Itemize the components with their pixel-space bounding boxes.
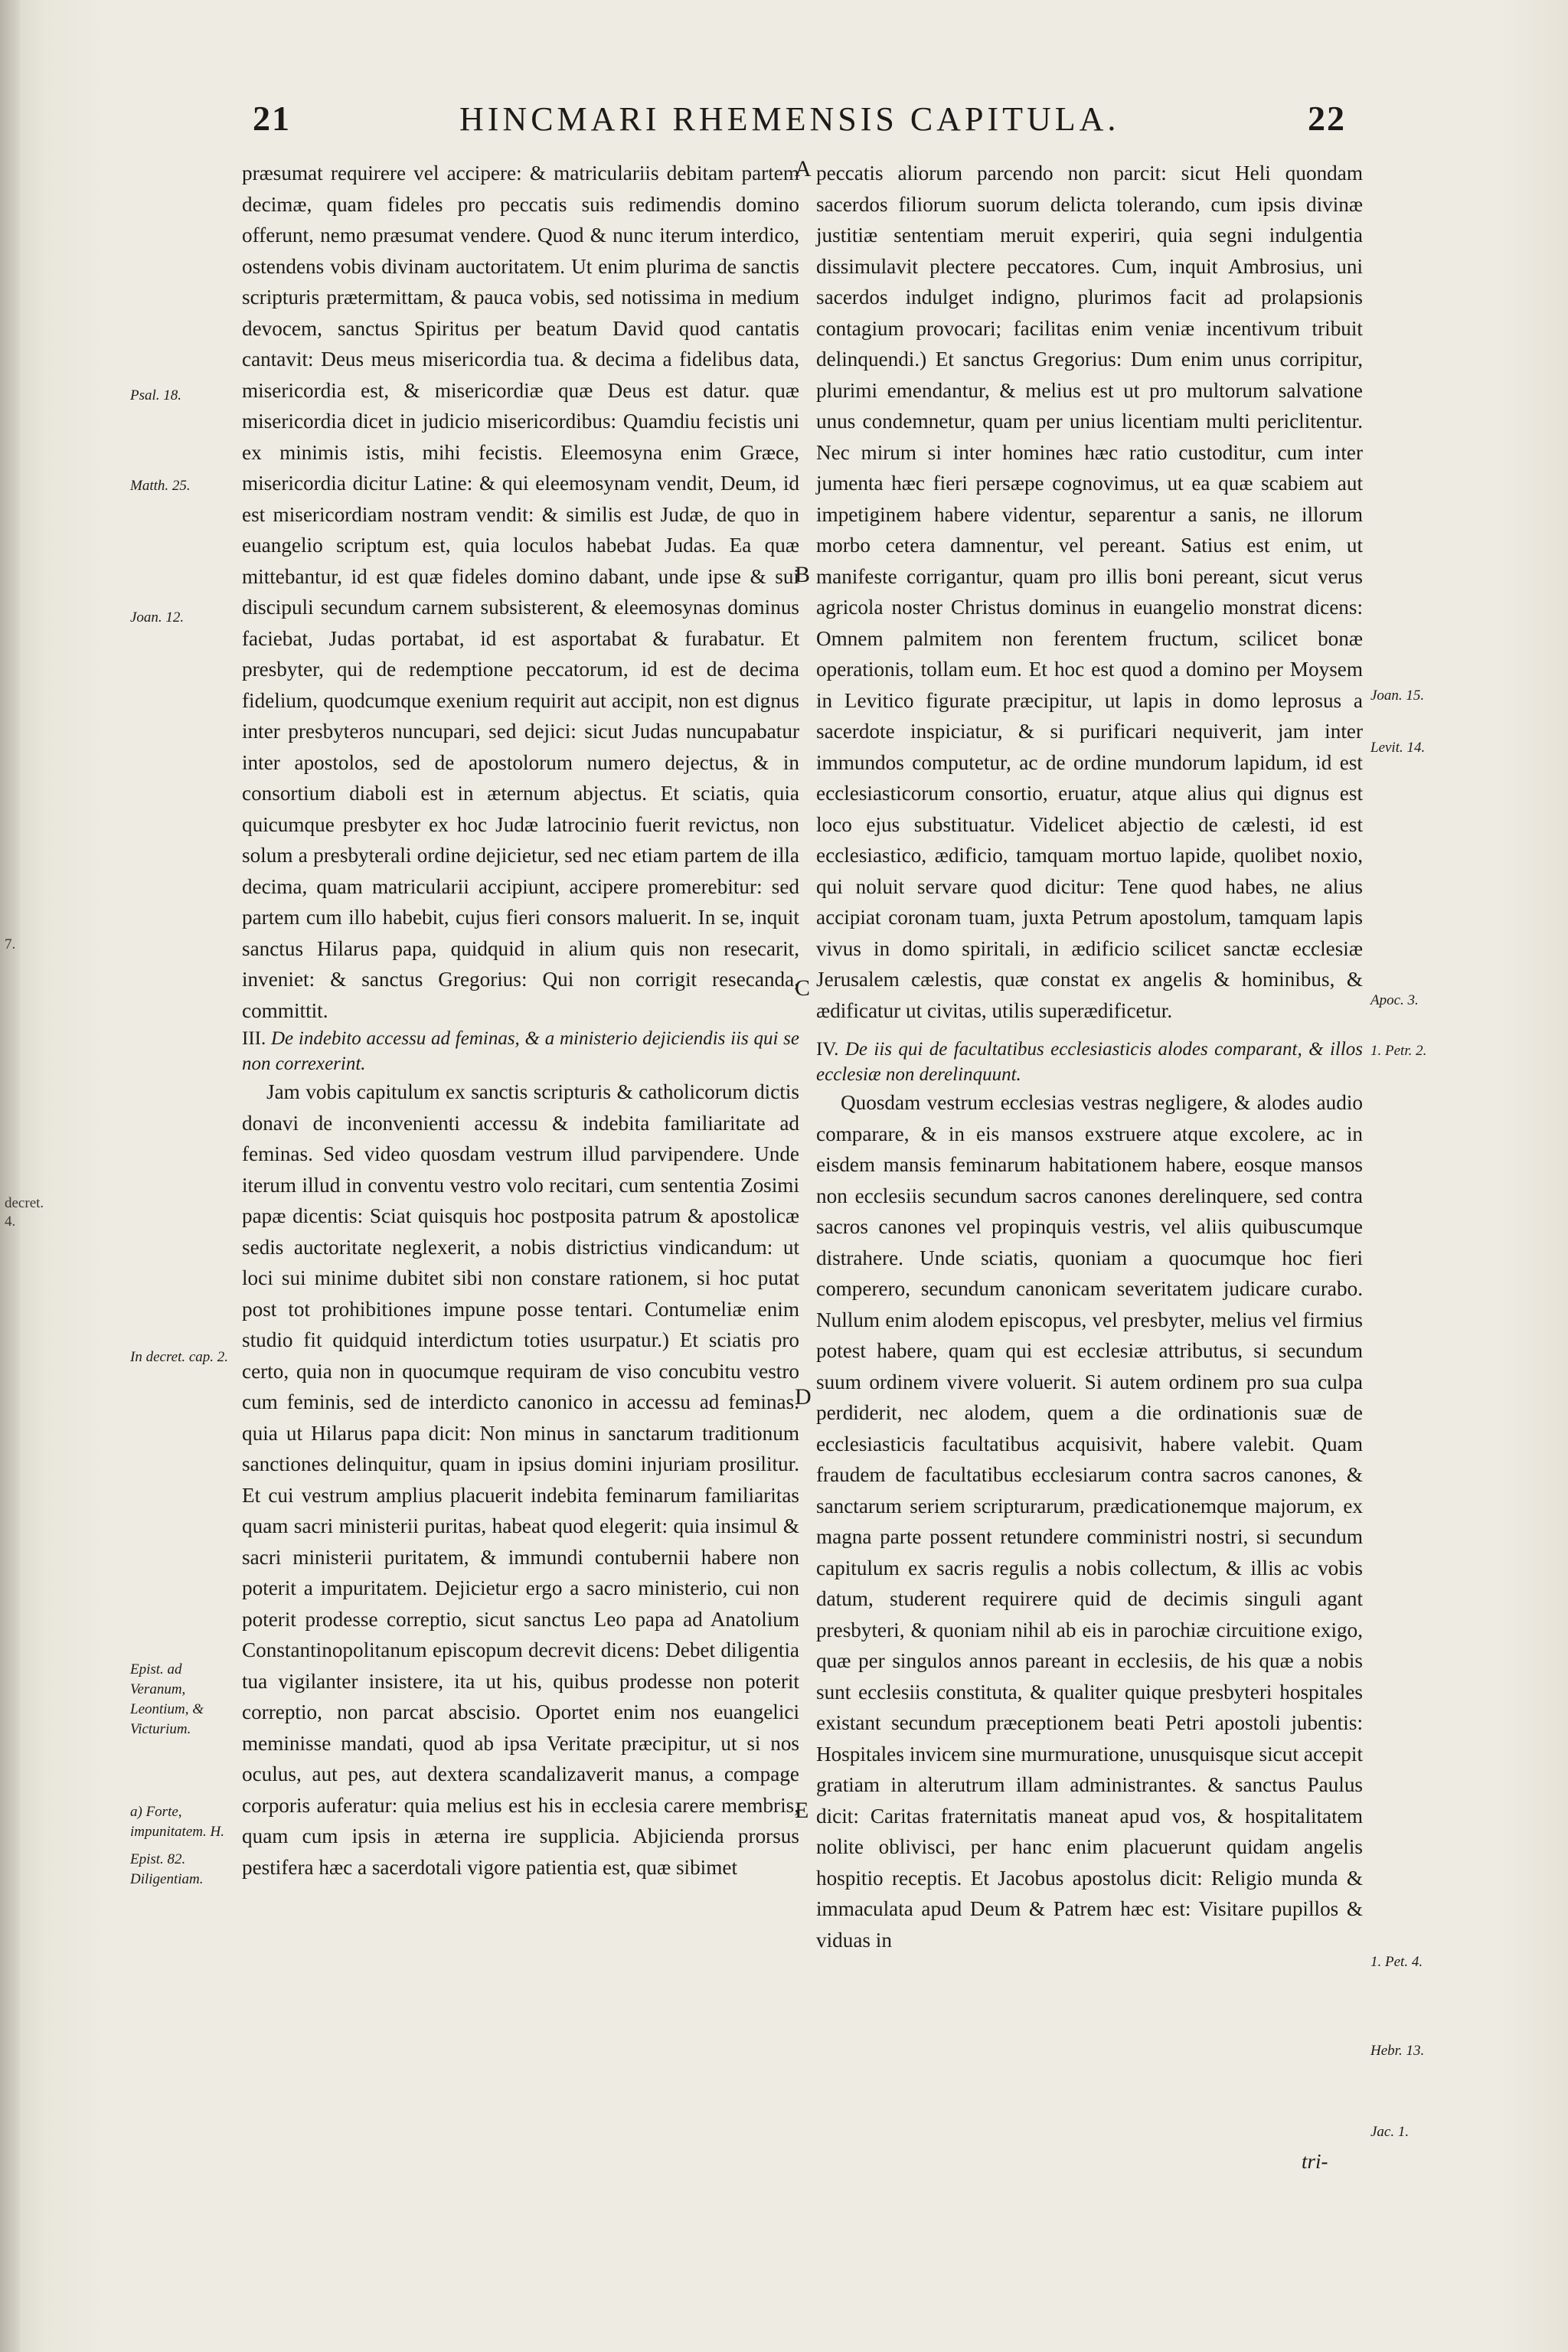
- section-letter: D: [795, 1384, 812, 1410]
- folio-right: 22: [1308, 99, 1346, 138]
- margin-note: a) Forte, impunitatem. H.: [130, 1804, 224, 1840]
- page-gutter: [0, 0, 20, 2352]
- margin-note: Hebr. 13.: [1370, 2043, 1425, 2059]
- catchword: tri-: [1302, 2150, 1328, 2173]
- section-letter: A: [795, 156, 812, 181]
- margin-note: Epist. 82. Diligentiam.: [130, 1851, 204, 1887]
- margin-note: Matth. 25.: [130, 478, 191, 494]
- running-header: [0, 98, 1568, 152]
- margin-note: Levit. 14.: [1370, 740, 1426, 756]
- left-column: [242, 158, 799, 1883]
- margin-note: Apoc. 3.: [1370, 992, 1419, 1008]
- right-paragraph-2: Quosdam vestrum ecclesias vestras negligere, & alodes audio comparare, & in eis mansos exstruere atque excolere, ac in eisdem mansis feminarum habitationem habere, eosque mansos non ecclesiis secundum sacros canones derelinquere, sed contra sacros canones vel propinquis vestris, vel aliis quibuscumque distrahere. Unde sciatis, quoniam a quocumque hoc fieri comperero, secundum canonicam severitatem judicare curabo. Nullum enim alodem episcopus, vel presbyter, melius vel firmius potest habere, quam qui est ecclesiæ attributus, si secundum suum ordinem vivere voluerit. Si autem ordinem pro sua culpa perdiderit, nec alodem, quem a die ordinationis suæ de ecclesiasticis facultatibus acquisivit, habere valebit. Quam fraudem de facultatibus ecclesiarum contra sacros canones, & sanctarum seriem scripturarum, prædicationemque majorum, ex magna parte possent retundere comministri nostri, si secundum capitulum ex sacris regulis a nobis collectum, & illis ac vobis datum, studerent requirere quid de decimis singuli agant presbyteri, & quoniam nihil ab eis in parochiæ circuitione exigo, quæ per singulos annos pareant in ecclesiis, de his quæ a nobis sunt ecclesiis constituta, & qualiter quique presbyteri hospitales existant secundum præceptionem beati Petri apostoli jubentis: Hospitales invicem sine murmuratione, unusquisque sicut accepit gratiam in alterutrum illam administrantes. & sanctus Paulus dicit: Caritas fraternitatis maneat apud vos, & hospitalitatem nolite oblivisci, per hanc enim placuerunt quidam angelis hospitio receptis. Et Jacobus apostolus dicit: Religio munda & immaculata apud Deum & Patrem hæc est: Visitare pupillos & viduas in: [816, 1091, 1363, 1952]
- section-letter: E: [795, 1798, 809, 1823]
- section-letter: B: [795, 562, 811, 587]
- margin-note: Psal. 18.: [130, 387, 182, 403]
- running-title: HINCMARI RHEMENSIS CAPITULA.: [459, 100, 1120, 138]
- chapter-title: De iis qui de facultatibus ecclesiasticis alodes comparant, & illos ecclesiæ non derelinquunt.: [816, 1039, 1364, 1085]
- margin-note: Joan. 15.: [1370, 688, 1425, 704]
- left-paragraph-1: præsumat requirere vel accipere: & matriculariis debitam partem decimæ, quam fideles pro peccatis suis redimendis domino offerunt, nemo præsumat vendere. Quod & nunc iterum interdico, ostendens vobis divinam auctoritatem. Ut enim plurima de sanctis scripturis prætermittam, & pauca vobis, sed notissima in medium devocem, sanctus Spiritus per beatum David quod cantatis cantavit: Deus meus misericordia tua. & decima a fidelibus data, misericordia est, & misericordiæ quæ Deus est datur. quæ misericordia dicet in judicio misericordibus: Quamdiu fecistis uni ex minimis istis, mihi fecistis. Eleemosyna enim Græce, misericordia dicitur Latine: & qui eleemosynam vendit, Deum, id est misericordiam nostram vendit: & similis est Judæ, de quo in euangelio scriptum est, quia loculos habebat Judas. Ea quæ mittebantur, id est quæ fideles domino dabant, unde ipse & sui discipuli secundum carnem subsisterent, & eleemosynas dominus faciebat, Judas portabat, id est asportabat & furabatur. Et presbyter, qui de redemptione peccatorum, id est de decima fidelium, quodcumque exenium requirit aut accipit, non est dignus inter presbyteros nuncupari, sed dejici: sicut Judas nuncupabatur inter apostolos, sed de apostolorum numero dejectus, & in consortium diaboli est in æternum abjectus. Et sciatis, quia quicumque presbyter ex hoc Judæ latrocinio fuerit revictus, non solum a presbyterali ordine dejicietur, sed nec etiam partem de illa decima, quam matricularii accipiunt, accipere promerebitur: sed partem cum illo habebit, cujus fieri consors maluerit. In se, inquit sanctus Hilarus papa, quidquid in alium quis non resecarit, inveniet: & sanctus Gregorius: Qui non corrigit resecanda, committit.: [242, 162, 799, 1022]
- margin-note: Jac. 1.: [1370, 2124, 1410, 2140]
- folio-left: 21: [253, 99, 291, 138]
- margin-note: 1. Pet. 4.: [1370, 1954, 1423, 1970]
- margin-note: In decret. cap. 2.: [130, 1349, 229, 1365]
- chapter-title: De indebito accessu ad feminas, & a ministerio dejiciendis iis qui se non correxerint.: [242, 1028, 800, 1074]
- chapter-heading-4: [816, 1037, 1363, 1087]
- margin-note: Epist. ad Veranum, Leontium, & Victurium.: [130, 1661, 204, 1737]
- section-letter: C: [795, 975, 811, 1001]
- chapter-number: IV.: [816, 1039, 839, 1060]
- facing-page-fragment: 7.: [5, 936, 16, 952]
- left-paragraph-2: Jam vobis capitulum ex sanctis scripturis & catholicorum dictis donavi de inconvenienti accessu & indebita familiaritate ad feminas. Sed video quosdam vestrum illud parvipendere. Unde iterum illud in conventu vestro volo recitari, cum sententia Zosimi papæ dicentis: Sciat quisquis hoc postposita patrum & apostolicæ sedis auctoritate neglexerit, a nobis districtius vindicandum: ut loci sui minime dubitet sibi non constare rationem, si hoc putat post tot prohibitiones impune posse tentari. Contumeliæ enim studio fit quidquid interdictum toties usurpatur.) Et sciatis pro certo, quia non in quocumque requiram de viso concubitu vestro cum feminis, sed de interdicto canonico in accessu ad feminas. quia ut Hilarus papa dicit: Non minus in sanctarum traditionum sanctiones delinquitur, quam in ipsius domini injuriam prosilitur. Et cui vestrum amplius placuerit indebita feminarum familiaritas quam sacri ministerii puritas, habeat quod elegerit: quia insimul & sacri ministerii puritatem, & immundi contubernii habere non poterit a impuritatem. Dejicietur ergo a sacro ministerio, cui non poterit prodesse correptio, sicut sanctus Leo papa ad Anatolium Constantinopolitanum episcopum decrevit dicens: Debet diligentia tua vigilanter insistere, ita ut his, quibus prodesse non poterit correptio, non parcat abscisio. Oportet enim nos euangelici meminisse mandati, quod ab ipsa Veritate præcipitur, ut si nos oculus, aut pes, aut dextera scandalizaverit manus, a compage corporis auferatur: quia melius est his in ecclesia carere membris, quam cum ipsis in æterna ire supplicia. Abjicienda prorsus pestifera hæc a sacerdotali vigore patientia est, quæ sibimet: [242, 1080, 799, 1879]
- chapter-number: III.: [242, 1028, 266, 1049]
- margin-note: 1. Petr. 2.: [1370, 1043, 1427, 1059]
- facing-page-fragment: decret. 4.: [5, 1195, 44, 1230]
- margin-note: Joan. 12.: [130, 609, 185, 626]
- right-column: [816, 158, 1363, 1955]
- chapter-heading-3: [242, 1026, 799, 1076]
- right-paragraph-1: peccatis aliorum parcendo non parcit: sicut Heli quondam sacerdos filiorum suorum delicta tolerando, cum ipsis divinæ justitiæ sententiam meruit experiri, quia segni indulgentia dissimulavit plectere peccatores. Cum, inquit Ambrosius, uni sacerdos indulget indigno, plurimos facit ad prolapsionis contagium provocari; facilitas enim veniæ incentivum tribuit delinquendi.) Et sanctus Gregorius: Dum enim unus corripitur, plurimi emendantur, & melius est ut pro multorum salvatione unus condemnetur, quam per unius licentiam multi periclitentur. Nec mirum si inter homines hæc ratio custoditur, cum inter jumenta hæc fieri persæpe cognovimus, ut ea quæ scabiem aut impetiginem habere videntur, separentur a sanis, ne illorum morbo cetera damnentur, vel pereant. Satius est enim, ut manifeste corrigantur, quam pro illis boni pereant, sicut verus agricola noster Christus dominus in euangelio monstrat dicens: Omnem palmitem non ferentem fructum, scilicet bonæ operationis, tollam eum. Et hoc est quod a domino per Moysem in Levitico figurate præcipitur, ut lapis in domo leprosus a sacerdote inspiciatur, & si purificari nequiverit, jam inter immundos computetur, ac de ordine mundorum lapidum, id est ecclesiasticorum consortio, eruatur, atque alius qui dignus est loco ejus substituatur. Videlicet abjectio de cælesti, id est ecclesiastico, ædificio, tamquam mortuo lapide, quolibet noxio, qui noluit servare quod dicitur: Tene quod habes, ne alius accipiat coronam tuam, juxta Petrum apostolum, tamquam lapis vivus in domo spiritali, in ædificio scilicet sanctæ ecclesiæ Jerusalem cælestis, quæ constat ex angelis & hominibus, & ædificatur ut civitas, utilis superædificetur.: [816, 162, 1363, 1022]
